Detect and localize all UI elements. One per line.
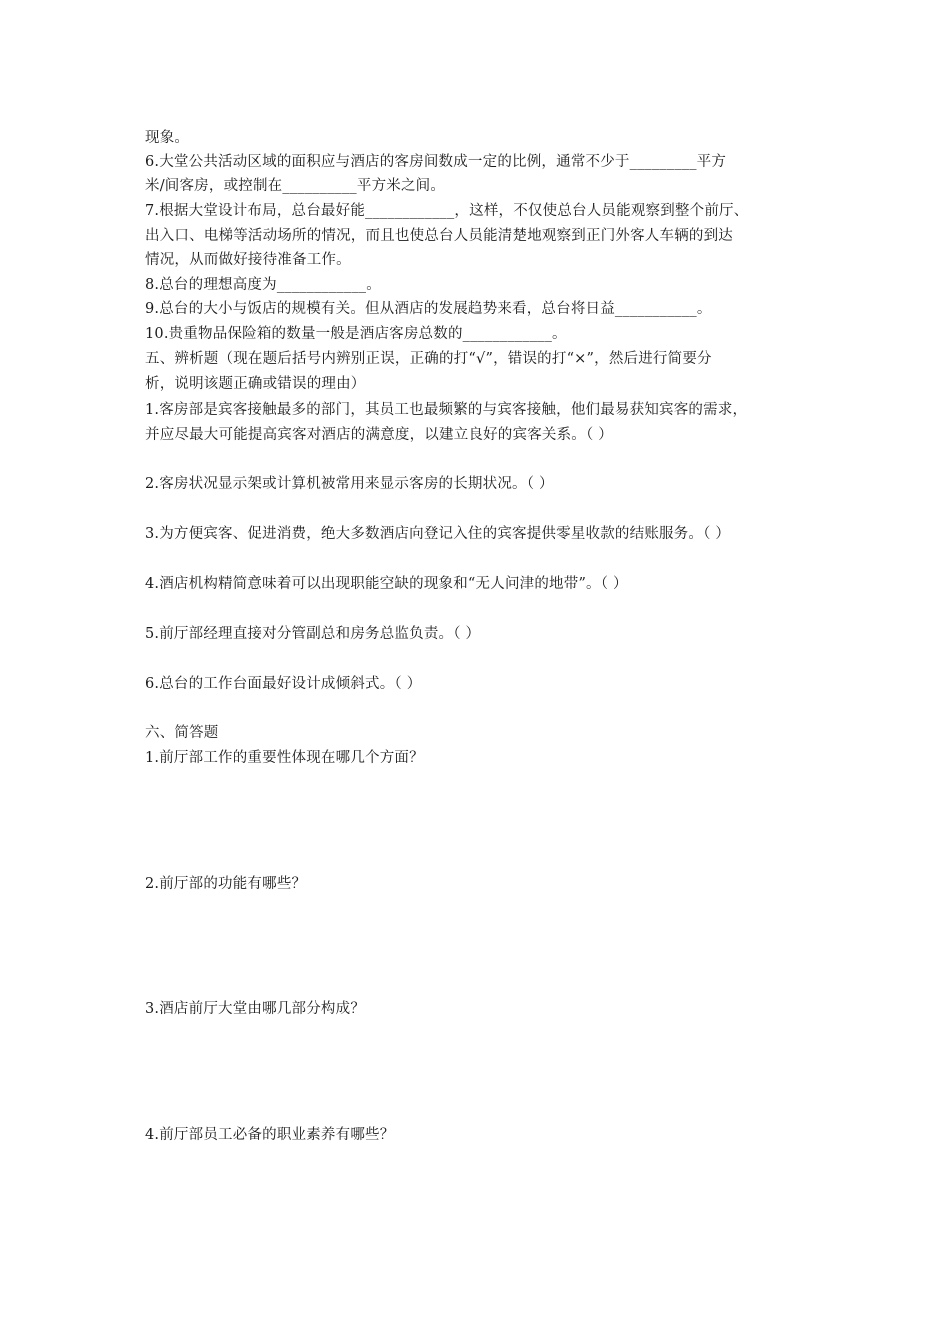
question-line: 10.贵重物品保险箱的数量一般是酒店客房总数的____________。 xyxy=(145,326,567,342)
question-line: 7.根据大堂设计布局，总台最好能____________，这样，不仅使总台人员能观察到整个前厅、 xyxy=(145,203,749,219)
section-heading: 六、简答题 xyxy=(145,725,219,741)
question-line: 3.为方便宾客、促进消费，绝大多数酒店向登记入住的宾客提供零星收款的结账服务。（ ） xyxy=(145,526,731,542)
question-line: 2.客房状况显示架或计算机被常用来显示客房的长期状况。（ ） xyxy=(145,476,554,492)
question-line: 米/间客房，或控制在__________平方米之间。 xyxy=(145,178,446,194)
question-line: 6.大堂公共活动区域的面积应与酒店的客房间数成一定的比例，通常不少于_________平方 xyxy=(145,154,727,170)
text-line: 现象。 xyxy=(145,130,190,146)
section-heading: 析，说明该题正确或错误的理由） xyxy=(145,376,366,392)
question-line: 1.客房部是宾客接触最多的部门，其员工也最频繁的与宾客接触，他们最易获知宾客的需求， xyxy=(145,402,748,418)
question-line: 4.前厅部员工必备的职业素养有哪些？ xyxy=(145,1127,395,1143)
question-line: 并应尽最大可能提高宾客对酒店的满意度，以建立良好的宾客关系。（ ） xyxy=(145,427,613,443)
question-line: 1.前厅部工作的重要性体现在哪几个方面？ xyxy=(145,750,424,766)
section-heading: 五、辨析题（现在题后括号内辨别正误，正确的打“√”，错误的打“×”，然后进行简要分 xyxy=(145,351,712,367)
question-line: 8.总台的理想高度为____________。 xyxy=(145,277,381,293)
question-line: 9.总台的大小与饭店的规模有关。但从酒店的发展趋势来看，总台将日益___________。 xyxy=(145,301,712,317)
question-line: 3.酒店前厅大堂由哪几部分构成？ xyxy=(145,1001,366,1017)
question-line: 4.酒店机构精简意味着可以出现职能空缺的现象和“无人问津的地带”。（ ） xyxy=(145,576,628,592)
question-line: 6.总台的工作台面最好设计成倾斜式。（ ） xyxy=(145,676,422,692)
question-line: 情况，从而做好接待准备工作。 xyxy=(145,252,351,268)
question-line: 出入口、电梯等活动场所的情况，而且也使总台人员能清楚地观察到正门外客人车辆的到达 xyxy=(145,228,733,244)
question-line: 5.前厅部经理直接对分管副总和房务总监负责。（ ） xyxy=(145,626,481,642)
question-line: 2.前厅部的功能有哪些？ xyxy=(145,876,307,892)
